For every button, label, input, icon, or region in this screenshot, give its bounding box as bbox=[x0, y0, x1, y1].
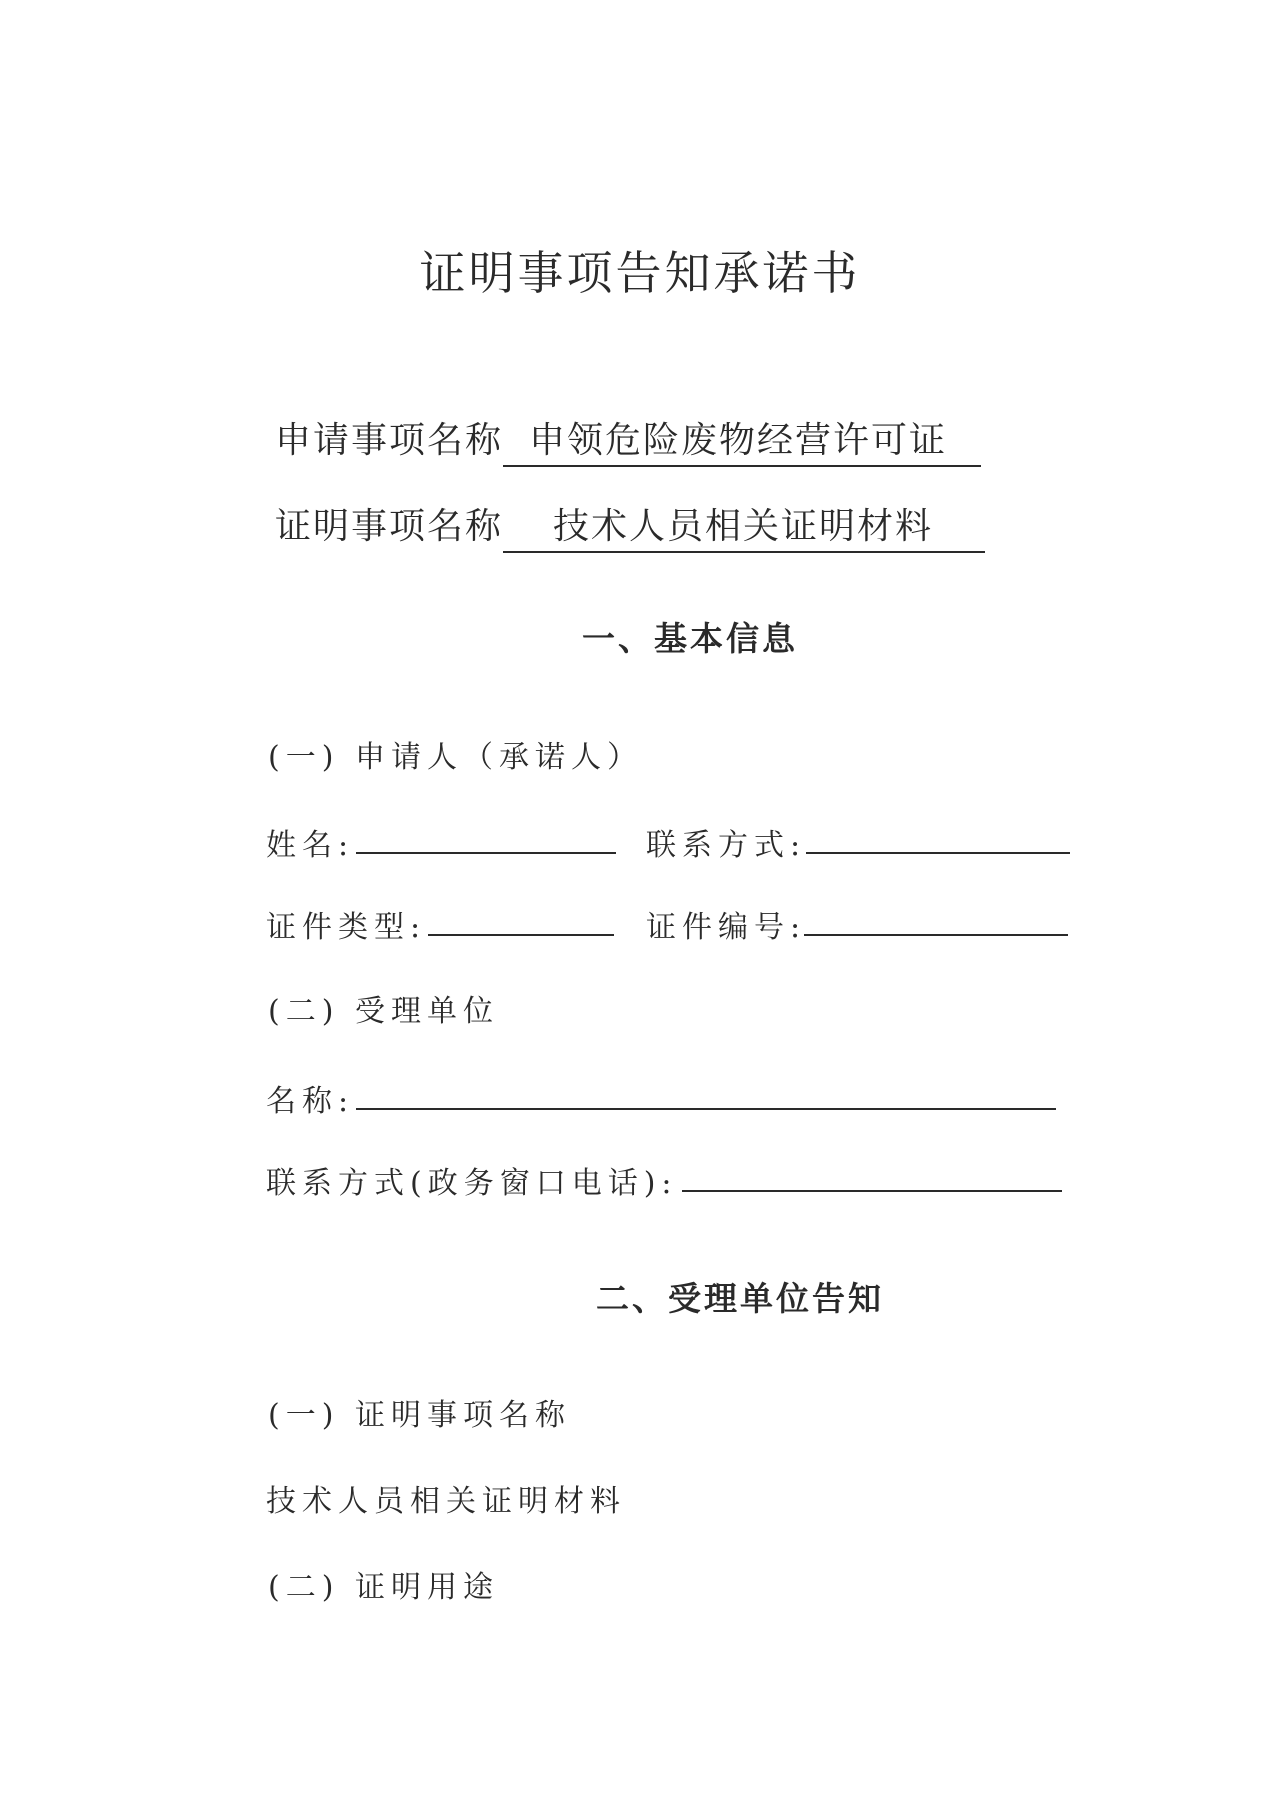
applicant-name-field[interactable] bbox=[356, 840, 616, 854]
applicant-id-type-label: 证件类型: bbox=[266, 910, 427, 945]
proof-item-line bbox=[275, 502, 985, 553]
apply-item-label: 申请事项名称 bbox=[275, 420, 504, 461]
proof-name-heading: (一) 证明事项名称 bbox=[268, 1398, 571, 1433]
proof-item-value: 技术人员相关证明材料 bbox=[503, 505, 985, 553]
applicant-name-label: 姓名: bbox=[266, 828, 355, 863]
applicant-contact-label: 联系方式: bbox=[646, 828, 807, 863]
apply-item-value: 申领危险废物经营许可证 bbox=[503, 419, 981, 467]
acceptor-contact-label: 联系方式(政务窗口电话): bbox=[266, 1166, 678, 1201]
document-title: 证明事项告知承诺书 bbox=[419, 246, 861, 300]
proof-purpose-heading: (二) 证明用途 bbox=[268, 1570, 499, 1605]
applicant-id-type-field[interactable] bbox=[428, 922, 614, 936]
acceptor-heading: (二) 受理单位 bbox=[268, 994, 499, 1029]
applicant-contact-field[interactable] bbox=[806, 840, 1070, 854]
acceptor-name-field[interactable] bbox=[356, 1096, 1056, 1110]
applicant-id-number-field[interactable] bbox=[804, 922, 1068, 936]
applicant-id-number-label: 证件编号: bbox=[646, 910, 807, 945]
applicant-heading: (一) 申请人（承诺人） bbox=[268, 740, 643, 775]
section-notice-heading: 二、受理单位告知 bbox=[596, 1279, 884, 1318]
proof-item-label: 证明事项名称 bbox=[275, 506, 504, 547]
apply-item-line bbox=[275, 416, 981, 467]
acceptor-name-label: 名称: bbox=[266, 1084, 355, 1119]
section-basic-info-heading: 一、基本信息 bbox=[582, 619, 798, 658]
acceptor-contact-field[interactable] bbox=[682, 1178, 1062, 1192]
proof-name-text: 技术人员相关证明材料 bbox=[266, 1484, 626, 1519]
